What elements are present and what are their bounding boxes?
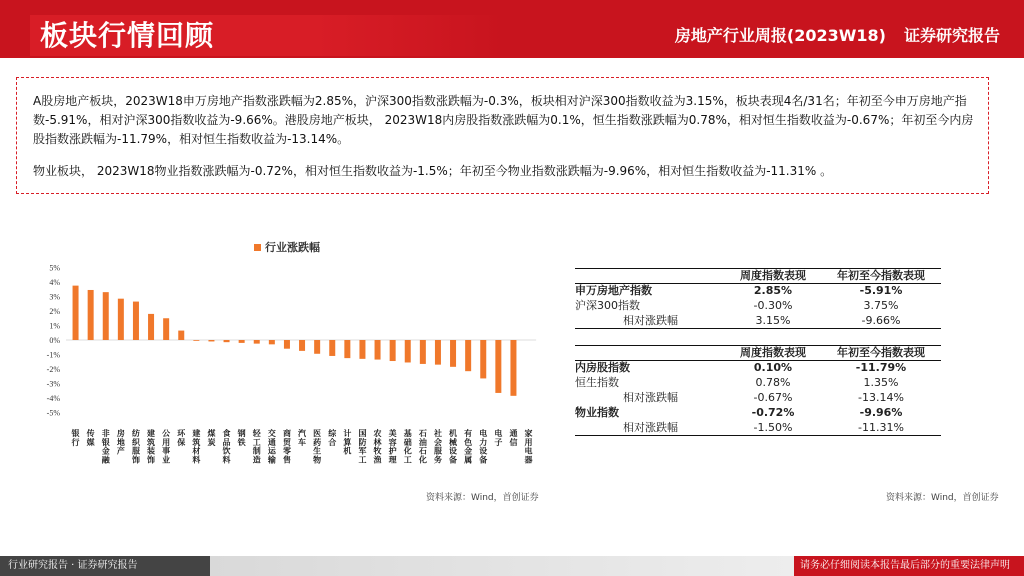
bar: [103, 292, 109, 340]
header-cell: [575, 269, 725, 284]
header-cell: 周度指数表现: [725, 346, 821, 361]
weekly-value: -1.50%: [725, 421, 821, 436]
x-category-label: 钢铁: [237, 429, 246, 447]
x-category-label: 美容护理: [388, 429, 397, 465]
x-category-label: 汽车: [298, 429, 307, 447]
y-tick-label: 4%: [49, 278, 60, 287]
x-category-label: 石油石化: [418, 429, 427, 465]
bar: [435, 340, 441, 365]
footer-band: [210, 556, 820, 576]
table-row: [575, 421, 941, 436]
row-label: 相对涨跌幅: [623, 391, 678, 404]
x-category-label: 食品饮料: [222, 429, 231, 465]
bar: [148, 314, 154, 340]
bar: [405, 340, 411, 362]
footer-left-text: 行业研究报告 · 证券研究报告: [0, 556, 210, 576]
x-category-label: 电子: [494, 429, 503, 447]
bar: [329, 340, 335, 356]
header-cell: 年初至今指数表现: [821, 269, 941, 284]
chart-source: 资料来源：Wind，首创证券: [426, 493, 539, 503]
row-label: 恒生指数: [575, 376, 619, 389]
x-category-label: 传媒: [86, 429, 95, 447]
bar: [359, 340, 365, 359]
bar: [254, 340, 260, 344]
x-category-label: 计算机: [343, 429, 352, 456]
header-cell: 年初至今指数表现: [821, 346, 941, 361]
table-header-row: [575, 269, 941, 284]
bar: [239, 340, 245, 343]
bar: [510, 340, 516, 396]
bar: [299, 340, 305, 351]
bar: [284, 340, 290, 349]
weekly-value: 3.15%: [725, 314, 821, 329]
x-category-label: 公用事业: [162, 429, 171, 465]
x-category-label: 有色金属: [464, 429, 473, 465]
y-tick-label: -5%: [46, 408, 60, 418]
header-cell: 周度指数表现: [725, 269, 821, 284]
bar: [450, 340, 456, 367]
ytd-value: -9.96%: [859, 406, 903, 419]
bar: [163, 318, 169, 340]
x-category-label: 建筑装饰: [147, 429, 156, 465]
x-category-label: 综合: [328, 429, 337, 447]
bar: [420, 340, 426, 364]
x-category-label: 轻工制造: [252, 429, 261, 465]
legend-label: 行业涨跌幅: [265, 241, 320, 254]
row-label: 申万房地产指数: [575, 284, 652, 298]
weekly-value: 2.85%: [753, 284, 793, 298]
table-a-share: [575, 268, 941, 329]
x-category-label: 社会服务: [433, 429, 442, 465]
bar: [465, 340, 471, 371]
footer: [0, 556, 1024, 576]
x-category-label: 机械设备: [449, 429, 458, 465]
footer-disclaimer: 请务必仔细阅读本报告最后部分的重要法律声明: [794, 556, 1024, 576]
y-tick-label: -3%: [46, 379, 60, 389]
weekly-value: 0.10%: [753, 361, 793, 375]
ytd-value: -5.91%: [859, 284, 903, 298]
bar: [480, 340, 486, 378]
x-category-label: 非银金融: [101, 429, 110, 465]
x-category-label: 建筑材料: [192, 429, 201, 465]
bar: [224, 340, 230, 342]
bar-chart: [0, 250, 560, 490]
table-row: [575, 406, 941, 421]
weekly-value: 0.78%: [755, 376, 791, 389]
x-category-label: 环保: [177, 429, 186, 447]
ytd-value: 1.35%: [863, 376, 899, 389]
report-title: 房地产行业周报(2023W18): [674, 26, 886, 45]
y-tick-label: 0%: [49, 336, 60, 345]
y-tick-label: -2%: [46, 365, 60, 374]
report-type: 证券研究报告: [903, 26, 1000, 45]
bar: [269, 340, 275, 344]
x-category-label: 医药生物: [313, 429, 322, 465]
index-tables: [575, 268, 941, 436]
row-label: 相对涨跌幅: [575, 421, 725, 436]
weekly-value: -0.72%: [751, 406, 795, 419]
summary-box: [16, 77, 989, 194]
x-category-label: 纺织服饰: [131, 429, 140, 465]
table-source: 资料来源：Wind，首创证券: [886, 493, 999, 503]
ytd-value: -9.66%: [821, 314, 941, 329]
y-tick-label: 3%: [49, 292, 60, 302]
ytd-value: -13.14%: [858, 391, 904, 404]
y-tick-label: 5%: [49, 263, 60, 273]
row-label: 沪深300指数: [575, 299, 640, 312]
table-row: [575, 361, 941, 376]
bar: [344, 340, 350, 358]
bar: [133, 302, 139, 340]
x-category-label: 商贸零售: [282, 429, 291, 465]
bar: [88, 290, 94, 340]
x-category-label: 电力设备: [479, 429, 488, 465]
bar: [375, 340, 381, 360]
weekly-value: -0.67%: [753, 391, 793, 404]
bar: [314, 340, 320, 354]
x-category-label: 国防军工: [358, 429, 367, 465]
table-header-row: [575, 346, 941, 361]
x-category-label: 房地产: [116, 429, 125, 456]
table-row: [575, 299, 941, 314]
bar: [178, 331, 184, 340]
bar: [118, 299, 124, 340]
table-hk-share: [575, 345, 941, 436]
bar: [73, 286, 79, 340]
y-tick-label: 1%: [49, 321, 60, 331]
y-tick-label: -4%: [46, 394, 60, 403]
row-label: 物业指数: [575, 406, 619, 419]
x-category-label: 银行: [71, 429, 80, 447]
header-cell: [575, 346, 725, 361]
bar: [495, 340, 501, 393]
table-row: [575, 314, 941, 329]
summary-paragraph-1: A股房地产板块，2023W18申万房地产指数涨跌幅为2.85%，沪深300指数涨跌幅为-0.3%，板块相对沪深300指数收益为3.15%，板块表现4名/31名；年初至今申万房地产指数-5.91%，相对沪深300指数收益为-9.66%。港股房地产板块， 2023W18内房股指数涨跌幅为0.1%，恒生指数涨跌幅为0.78%，相对恒生指数收益为-0.67%；年初至今内房股指数涨跌幅为-11.79%，相对恒生指数收益为-13.14%。: [33, 94, 974, 146]
bar: [208, 340, 214, 341]
ytd-value: -11.31%: [821, 421, 941, 436]
bar: [390, 340, 396, 361]
x-category-label: 交通运输: [267, 429, 276, 465]
table-row: [575, 391, 941, 406]
y-tick-label: -1%: [46, 350, 60, 360]
ytd-value: 3.75%: [863, 299, 899, 312]
table-row: [575, 284, 941, 299]
x-category-label: 家用电器: [524, 429, 533, 465]
report-title-group: [657, 24, 1000, 48]
row-label: 相对涨跌幅: [575, 314, 725, 329]
x-category-label: 煤炭: [207, 429, 216, 447]
x-category-label: 通信: [509, 429, 518, 447]
summary-paragraph-2: 物业板块， 2023W18物业指数涨跌幅为-0.72%，相对恒生指数收益为-1.5%；年初至今物业指数涨跌幅为-9.96%，相对恒生指数收益为-11.31% 。: [33, 164, 833, 178]
row-label: 内房股指数: [575, 361, 630, 375]
bar: [193, 340, 199, 341]
x-category-label: 农林牧渔: [373, 429, 382, 465]
section-title: 板块行情回顾: [40, 19, 215, 52]
weekly-value: -0.30%: [753, 299, 793, 312]
y-tick-label: 2%: [49, 307, 60, 316]
table-row: [575, 376, 941, 391]
ytd-value: -11.79%: [855, 361, 907, 375]
x-category-label: 基础化工: [403, 429, 412, 465]
